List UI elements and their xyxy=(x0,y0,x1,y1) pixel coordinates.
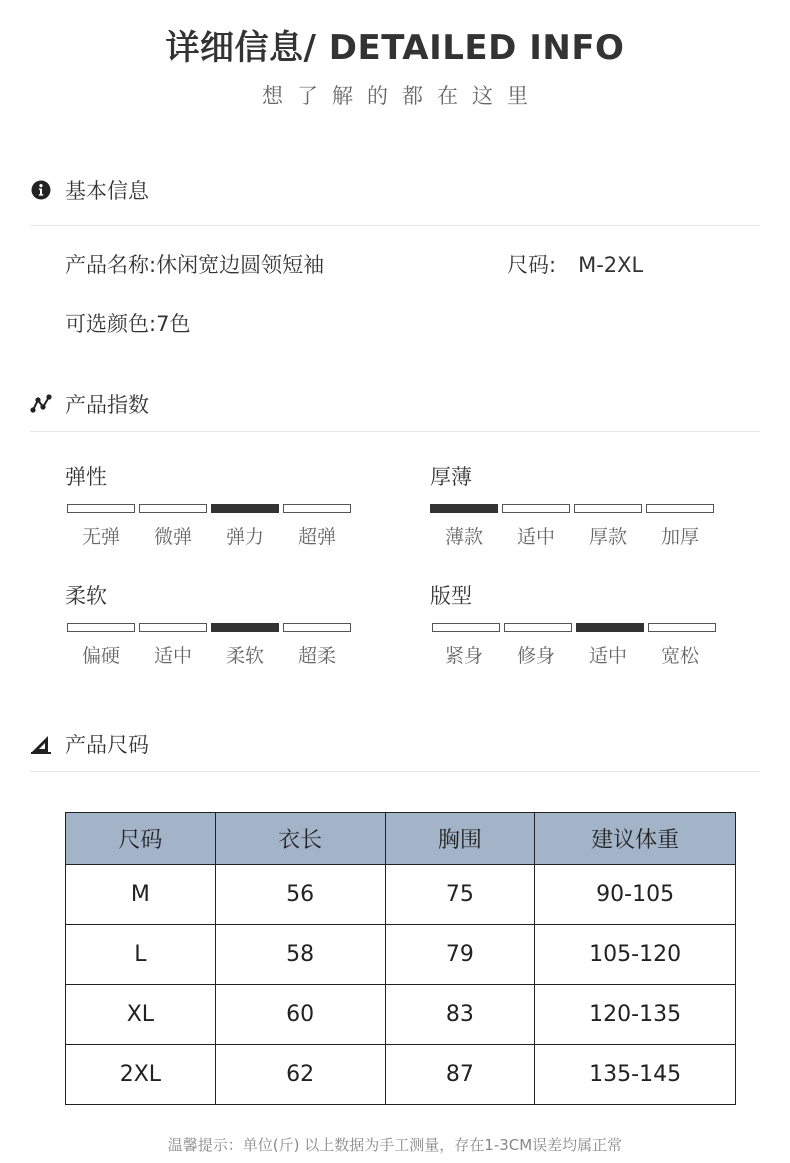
metric-title: 柔软 xyxy=(65,584,107,608)
scale-segment xyxy=(502,504,570,513)
scale-segment xyxy=(211,504,279,513)
page-title: 详细信息/ DETAILED INFO xyxy=(165,28,625,68)
info-circle-icon xyxy=(30,179,52,201)
scale-segment xyxy=(576,623,644,632)
level-label: 无弹 xyxy=(81,526,120,548)
size-table xyxy=(65,812,736,1105)
ruler-triangle-icon xyxy=(30,733,52,755)
metric-title: 版型 xyxy=(430,584,472,608)
scale-segment xyxy=(646,504,714,513)
level-label: 弹力 xyxy=(225,526,264,548)
table-cell: 62 xyxy=(215,1045,385,1105)
table-cell: 58 xyxy=(215,925,385,985)
table-cell: M xyxy=(66,865,216,925)
scale-segment xyxy=(283,623,351,632)
color-options-row xyxy=(65,308,190,338)
divider xyxy=(30,225,760,226)
table-row xyxy=(66,925,736,985)
footnote: 温馨提示：单位(斤) 以上数据为手工测量，存在1-3CM误差均属正常 xyxy=(167,1136,623,1154)
metric-scale xyxy=(67,623,351,632)
table-row xyxy=(66,1045,736,1105)
section-product-index xyxy=(30,389,149,419)
level-label: 修身 xyxy=(516,645,555,667)
level-label: 加厚 xyxy=(660,526,699,548)
scale-segment xyxy=(139,504,207,513)
level-label: 超柔 xyxy=(297,645,336,667)
size-range-value: M-2XL xyxy=(578,253,644,277)
section-product-sizes xyxy=(30,729,149,759)
level-label: 适中 xyxy=(588,645,627,667)
table-cell: 135-145 xyxy=(535,1045,736,1105)
table-row xyxy=(66,985,736,1045)
metric-levels xyxy=(430,522,714,549)
scale-segment xyxy=(648,623,716,632)
table-cell: L xyxy=(66,925,216,985)
product-name-value: 休闲宽边圆领短袖 xyxy=(156,253,325,277)
metric-title: 弹性 xyxy=(65,465,107,489)
level-label: 柔软 xyxy=(225,645,264,667)
level-label: 超弹 xyxy=(297,526,336,548)
table-header-row xyxy=(66,813,736,865)
metric-levels xyxy=(430,641,714,668)
level-label: 薄款 xyxy=(444,526,483,548)
level-label: 偏硬 xyxy=(81,645,120,667)
scale-segment xyxy=(430,504,498,513)
table-cell: 87 xyxy=(385,1045,535,1105)
level-label: 厚款 xyxy=(588,526,627,548)
section-title-index: 产品指数 xyxy=(65,393,149,417)
level-label: 适中 xyxy=(516,526,555,548)
level-label: 微弹 xyxy=(153,526,192,548)
page-subtitle: 想了解的都在这里 xyxy=(262,84,542,108)
table-cell: 90-105 xyxy=(535,865,736,925)
scale-segment xyxy=(67,504,135,513)
size-range-row xyxy=(507,249,643,279)
metric-title: 厚薄 xyxy=(430,465,472,489)
product-name-label: 产品名称: xyxy=(65,253,157,277)
table-cell: 83 xyxy=(385,985,535,1045)
product-name-row xyxy=(65,249,324,279)
table-cell: XL xyxy=(66,985,216,1045)
level-label: 适中 xyxy=(153,645,192,667)
section-basic-info xyxy=(30,175,149,205)
section-title-sizes: 产品尺码 xyxy=(65,733,149,757)
scale-segment xyxy=(67,623,135,632)
scale-segment xyxy=(432,623,500,632)
scale-segment xyxy=(574,504,642,513)
metric-scale xyxy=(67,504,351,513)
column-header: 建议体重 xyxy=(535,813,736,865)
column-header: 胸围 xyxy=(385,813,535,865)
metric-scale xyxy=(432,623,716,632)
section-title-basic: 基本信息 xyxy=(65,179,149,203)
column-header: 尺码 xyxy=(66,813,216,865)
table-cell: 75 xyxy=(385,865,535,925)
table-cell: 56 xyxy=(215,865,385,925)
metric-levels xyxy=(67,641,351,668)
scale-segment xyxy=(283,504,351,513)
level-label: 紧身 xyxy=(444,645,483,667)
line-graph-icon xyxy=(30,393,52,415)
divider xyxy=(30,431,760,432)
scale-segment xyxy=(504,623,572,632)
table-cell: 60 xyxy=(215,985,385,1045)
table-cell: 105-120 xyxy=(535,925,736,985)
metric-scale xyxy=(430,504,714,513)
color-options-label: 可选颜色: xyxy=(65,312,157,336)
divider xyxy=(30,771,760,772)
table-cell: 120-135 xyxy=(535,985,736,1045)
column-header: 衣长 xyxy=(215,813,385,865)
scale-segment xyxy=(211,623,279,632)
color-options-value: 7色 xyxy=(156,312,191,336)
scale-segment xyxy=(139,623,207,632)
table-cell: 2XL xyxy=(66,1045,216,1105)
level-label: 宽松 xyxy=(660,645,699,667)
size-range-label: 尺码: xyxy=(507,253,557,277)
table-row xyxy=(66,865,736,925)
table-cell: 79 xyxy=(385,925,535,985)
metric-levels xyxy=(67,522,351,549)
